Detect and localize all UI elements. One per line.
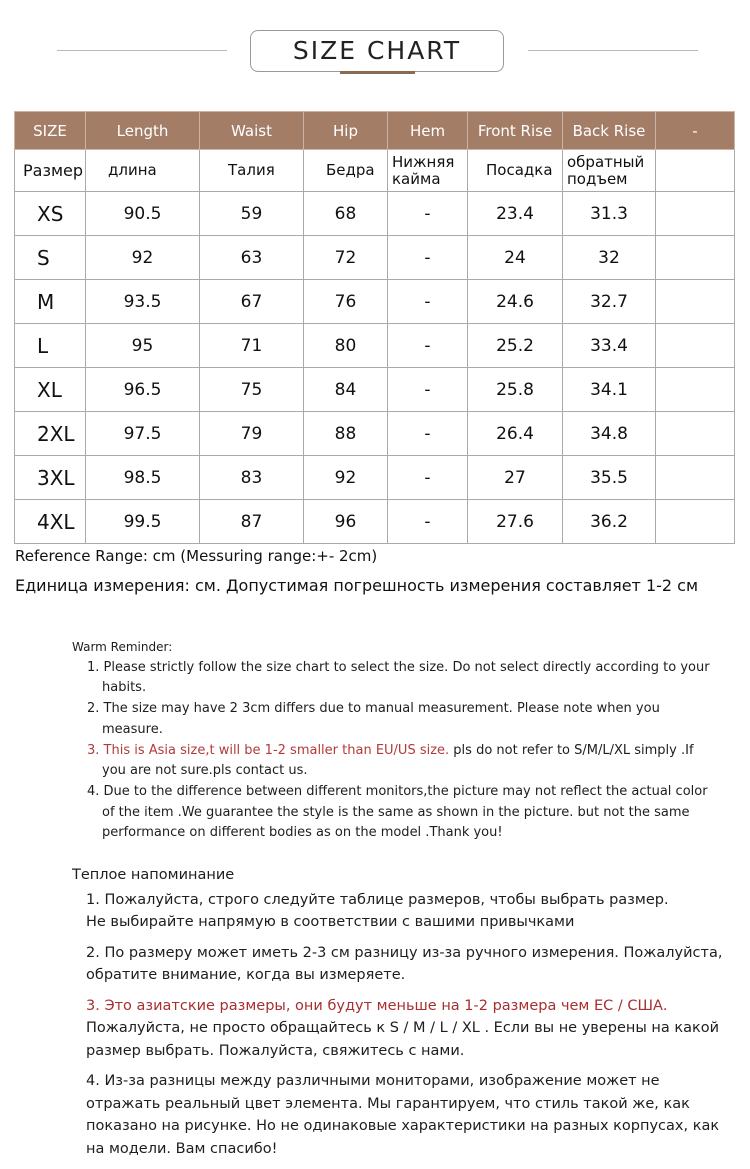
cell-size: XS (15, 192, 86, 236)
reminder-en-item-2: 2. The size may have 2 3cm differs due to manual measurement. Please note when you measure. (87, 701, 660, 737)
reminder-ru-item-2: 2. По размеру может иметь 2-3 см разницу из-за ручного измерения. Пожалуйста, обратите внимание, когда вы измеряете. (86, 944, 723, 983)
col-header-waist: Waist (200, 112, 304, 150)
reminder-en-item-1: 1. Please strictly follow the size chart to select the size. Do not select directly according to your habits. (87, 659, 710, 696)
cell-extra (656, 412, 735, 456)
col-header-size: SIZE (15, 112, 86, 150)
col-header-ru-back-rise: обратный подъем (563, 150, 656, 192)
reference-range-ru: Единица измерения: см. Допустимая погрешность измерения составляет 1-2 см (15, 576, 699, 595)
cell-back-rise: 32.7 (563, 280, 656, 324)
cell-extra (656, 456, 735, 500)
table-row (15, 192, 735, 236)
table-header-ru-row (15, 150, 735, 192)
cell-waist: 67 (200, 280, 304, 324)
col-header-front-rise: Front Rise (468, 112, 563, 150)
page-title: SIZE CHART (292, 36, 462, 65)
cell-front-rise: 25.2 (468, 324, 563, 368)
warm-reminder-en-title: Warm Reminder: (72, 640, 173, 654)
cell-waist: 59 (200, 192, 304, 236)
col-header-ru-hem: Нижняя кайма (388, 150, 468, 192)
cell-extra (656, 236, 735, 280)
cell-extra (656, 324, 735, 368)
cell-back-rise: 35.5 (563, 456, 656, 500)
cell-waist: 71 (200, 324, 304, 368)
cell-hem: - (388, 280, 468, 324)
cell-size: 2XL (15, 412, 86, 456)
cell-back-rise: 36.2 (563, 500, 656, 544)
cell-size: S (15, 236, 86, 280)
cell-size: M (15, 280, 86, 324)
reminder-en-item-3-warning: 3. This is Asia size,t will be 1-2 smaller than EU/US size. (87, 742, 450, 758)
cell-length: 90.5 (86, 192, 200, 236)
cell-length: 98.5 (86, 456, 200, 500)
cell-size: XL (15, 368, 86, 412)
table-row (15, 236, 735, 280)
cell-hip: 88 (304, 412, 388, 456)
reminder-en-item-4: 4. Due to the difference between different monitors,the picture may not reflect the actual color of the item .We guarantee the style is the same as shown in the picture. but not the same performance on different bodies as on the model .Thank you! (87, 783, 708, 841)
title-underline (340, 71, 415, 74)
col-header-ru-size: Размер (15, 150, 86, 192)
col-header-ru-hip: Бедра (304, 150, 388, 192)
cell-back-rise: 31.3 (563, 192, 656, 236)
reminder-ru-item-1-line-a: 1. Пожалуйста, строго следуйте таблице размеров, чтобы выбрать размер. (86, 891, 669, 908)
col-header-extra: - (656, 112, 735, 150)
cell-hem: - (388, 412, 468, 456)
cell-back-rise: 33.4 (563, 324, 656, 368)
cell-hem: - (388, 500, 468, 544)
reminder-ru-item-3-rest: Пожалуйста, не просто обращайтесь к S / M / L / XL . Если вы не уверены на какой размер выбрать. Пожалуйста, свяжитесь с нами. (86, 1020, 720, 1059)
reminder-ru-item-1 (72, 889, 732, 934)
col-header-ru-length: длина (86, 150, 200, 192)
cell-back-rise: 34.1 (563, 368, 656, 412)
cell-front-rise: 25.8 (468, 368, 563, 412)
size-table (14, 111, 735, 544)
reminder-ru-item-3-warning: 3. Это азиатские размеры, они будут меньше на 1-2 размера чем ЕС / США. (86, 997, 668, 1014)
col-header-length: Length (86, 112, 200, 150)
cell-hip: 76 (304, 280, 388, 324)
cell-hem: - (388, 456, 468, 500)
cell-front-rise: 26.4 (468, 412, 563, 456)
col-header-ru-extra (656, 150, 735, 192)
table-row (15, 280, 735, 324)
cell-hip: 92 (304, 456, 388, 500)
cell-front-rise: 27.6 (468, 500, 563, 544)
cell-extra (656, 280, 735, 324)
reference-range-en: Reference Range: cm (Messuring range:+- 2cm) (15, 547, 378, 565)
cell-extra (656, 500, 735, 544)
reminder-en-item-3-rest: pls do not refer to S/M/L/XL simply .If you are not sure.pls contact us. (102, 742, 694, 779)
cell-front-rise: 24.6 (468, 280, 563, 324)
table-row (15, 324, 735, 368)
col-header-back-rise: Back Rise (563, 112, 656, 150)
cell-hip: 72 (304, 236, 388, 280)
cell-hip: 96 (304, 500, 388, 544)
cell-length: 93.5 (86, 280, 200, 324)
warm-reminder-ru-title: Теплое напоминание (72, 867, 235, 883)
cell-extra (656, 368, 735, 412)
table-row (15, 500, 735, 544)
cell-hip: 68 (304, 192, 388, 236)
cell-length: 95 (86, 324, 200, 368)
title-divider-left (57, 50, 227, 51)
cell-front-rise: 24 (468, 236, 563, 280)
cell-waist: 75 (200, 368, 304, 412)
table-row (15, 412, 735, 456)
cell-back-rise: 32 (563, 236, 656, 280)
title-divider-right (528, 50, 698, 51)
cell-hip: 84 (304, 368, 388, 412)
reminder-ru-item-4: 4. Из-за разницы между различными мониторами, изображение может не отражать реальный цвет элемента. Мы гарантируем, что стиль такой же, как показано на рисунке. Но не одинаковые характеристики на разных корпусах, как на модели. Вам спасибо! (86, 1073, 720, 1157)
cell-size: 3XL (15, 456, 86, 500)
cell-waist: 63 (200, 236, 304, 280)
cell-hem: - (388, 368, 468, 412)
cell-length: 99.5 (86, 500, 200, 544)
cell-front-rise: 27 (468, 456, 563, 500)
title-box (250, 30, 504, 72)
cell-length: 92 (86, 236, 200, 280)
reminder-ru-item-3 (72, 995, 732, 1063)
table-header-row (15, 112, 735, 150)
cell-length: 97.5 (86, 412, 200, 456)
table-row (15, 456, 735, 500)
col-header-hem: Hem (388, 112, 468, 150)
cell-length: 96.5 (86, 368, 200, 412)
cell-extra (656, 192, 735, 236)
cell-hem: - (388, 192, 468, 236)
cell-hem: - (388, 236, 468, 280)
col-header-hip: Hip (304, 112, 388, 150)
cell-waist: 87 (200, 500, 304, 544)
col-header-ru-waist: Талия (200, 150, 304, 192)
cell-size: 4XL (15, 500, 86, 544)
cell-back-rise: 34.8 (563, 412, 656, 456)
cell-hem: - (388, 324, 468, 368)
reminder-en-item-3 (72, 741, 712, 782)
reminder-ru-item-1-line-b: Не выбирайте напрямую в соответствии с вашими привычками (86, 914, 575, 930)
table-row (15, 368, 735, 412)
col-header-ru-front-rise: Посадка (468, 150, 563, 192)
warm-reminder-ru (72, 864, 732, 1160)
cell-hip: 80 (304, 324, 388, 368)
cell-size: L (15, 324, 86, 368)
cell-waist: 83 (200, 456, 304, 500)
cell-front-rise: 23.4 (468, 192, 563, 236)
cell-waist: 79 (200, 412, 304, 456)
warm-reminder-en (72, 637, 712, 844)
